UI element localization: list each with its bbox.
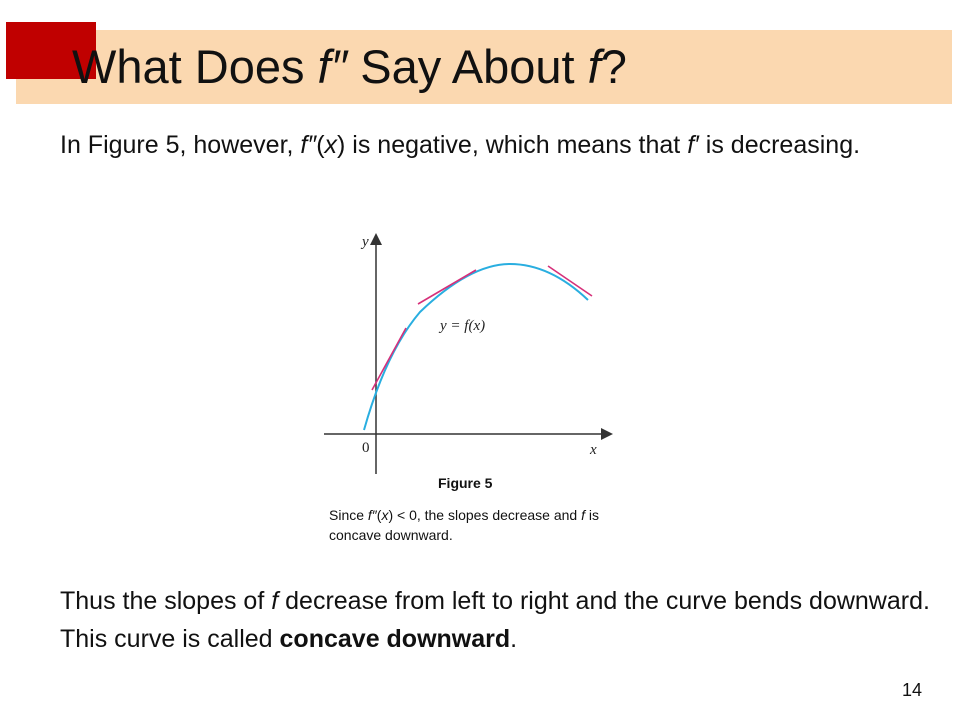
slide-title: What Does f″ Say About f? xyxy=(72,40,627,93)
term-concave-downward: concave downward xyxy=(279,625,511,653)
paragraph-conclusion: Thus the slopes of f decrease from left to right and the curve bends downward. This curve is called concave downward. xyxy=(60,587,930,653)
x-axis-label: x xyxy=(590,442,597,458)
tangent-line-2 xyxy=(418,270,476,304)
concave-down-curve xyxy=(364,264,588,430)
figure-caption: Since f″(x) < 0, the slopes decrease and f is concave downward. xyxy=(329,507,599,543)
origin-label: 0 xyxy=(362,440,370,456)
figure-label: Figure 5 xyxy=(438,475,493,491)
y-axis-label: y xyxy=(362,234,369,250)
paragraph-intro: In Figure 5, however, f″(x) is negative, which means that f′ is decreasing. xyxy=(60,131,861,159)
curve-label: y = f(x) xyxy=(440,318,486,334)
tangent-line-1 xyxy=(372,328,406,390)
figure-5-graph xyxy=(310,222,630,482)
tangent-line-3 xyxy=(548,266,592,296)
page-number: 14 xyxy=(902,680,923,700)
